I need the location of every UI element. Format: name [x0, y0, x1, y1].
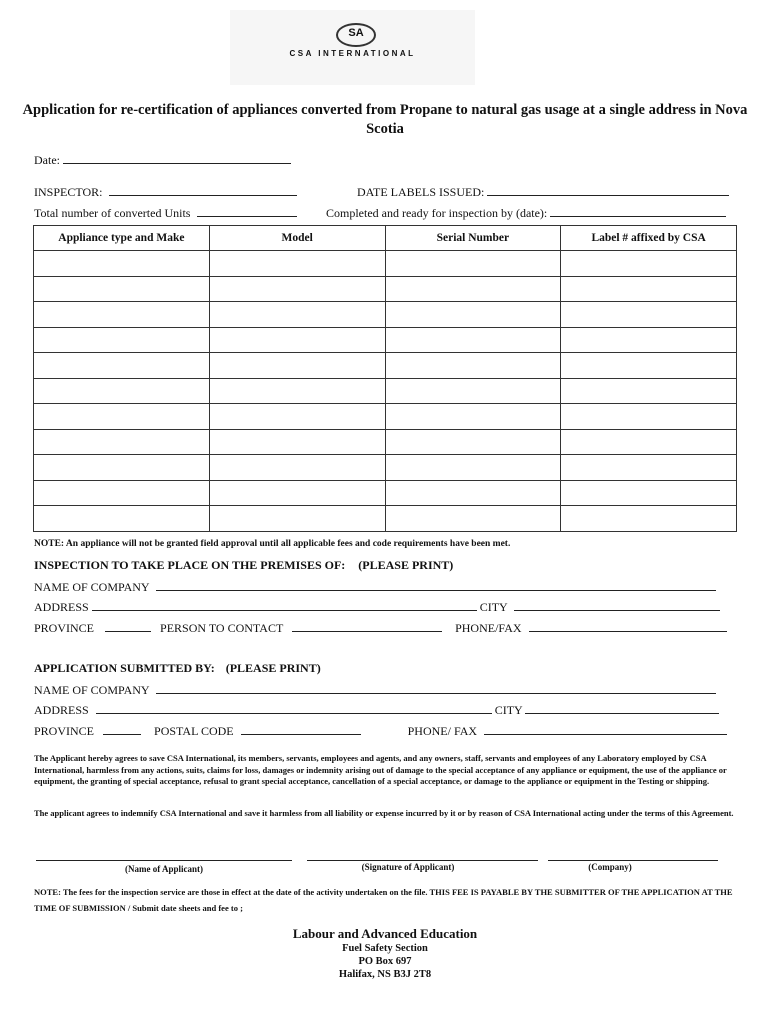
table-cell[interactable] — [385, 251, 561, 277]
premises-city-label: CITY — [479, 600, 508, 614]
completed-field[interactable] — [550, 205, 726, 217]
submitted-heading-row — [34, 661, 321, 675]
submitted-heading: APPLICATION SUBMITTED BY: — [34, 661, 215, 675]
premises-province-label: PROVINCE — [34, 621, 95, 635]
table-row — [34, 327, 737, 353]
completed-label: Completed and ready for inspection by (date): — [326, 206, 548, 220]
table-cell[interactable] — [209, 429, 385, 455]
submitted-company-row — [34, 682, 716, 697]
premises-address-row — [34, 599, 720, 614]
table-cell[interactable] — [385, 327, 561, 353]
table-cell[interactable] — [209, 251, 385, 277]
table-row — [34, 506, 737, 532]
table-row — [34, 480, 737, 506]
total-units-field[interactable] — [197, 205, 297, 217]
submitted-city-label: CITY — [494, 703, 523, 717]
premises-contact-row — [34, 620, 727, 635]
premises-contact-field[interactable] — [292, 620, 442, 632]
table-cell[interactable] — [209, 353, 385, 379]
date-label: Date: — [34, 153, 60, 167]
table-cell[interactable] — [561, 327, 737, 353]
applicant-signature-label: (Signature of Applicant) — [361, 862, 455, 872]
col-appliance-type: Appliance type and Make — [34, 226, 210, 251]
company-label: (Company) — [588, 862, 632, 872]
table-cell[interactable] — [34, 251, 210, 277]
submitted-province-label: PROVINCE — [34, 724, 95, 738]
table-cell[interactable] — [385, 353, 561, 379]
table-cell[interactable] — [34, 302, 210, 328]
date-row — [34, 152, 291, 167]
table-cell[interactable] — [561, 429, 737, 455]
table-cell[interactable] — [34, 327, 210, 353]
premises-please-print: (PLEASE PRINT) — [358, 558, 454, 572]
company-line[interactable] — [548, 860, 718, 861]
table-cell[interactable] — [209, 378, 385, 404]
csa-logo — [230, 10, 475, 85]
date-labels-field[interactable] — [487, 184, 729, 196]
submitted-postal-field[interactable] — [241, 723, 361, 735]
table-cell[interactable] — [561, 404, 737, 430]
logo-text: CSA INTERNATIONAL — [289, 49, 416, 58]
col-label-affixed: Label # affixed by CSA — [561, 226, 737, 251]
submitted-address-label: ADDRESS — [34, 703, 89, 717]
col-model: Model — [209, 226, 385, 251]
applicant-name-label: (Name of Applicant) — [125, 864, 203, 874]
table-row — [34, 353, 737, 379]
table-cell[interactable] — [385, 480, 561, 506]
submitted-phone-label: PHONE/ FAX — [407, 724, 478, 738]
table-row — [34, 404, 737, 430]
table-cell[interactable] — [34, 480, 210, 506]
premises-city-field[interactable] — [514, 599, 720, 611]
table-cell[interactable] — [34, 404, 210, 430]
table-row — [34, 455, 737, 481]
field-approval-note: NOTE: An appliance will not be granted field approval until all applicable fees and code requirements have been met. — [34, 539, 511, 549]
footer-pobox: PO Box 697 — [358, 956, 412, 967]
table-cell[interactable] — [209, 302, 385, 328]
submitted-please-print: (PLEASE PRINT) — [225, 661, 321, 675]
table-cell[interactable] — [34, 429, 210, 455]
table-cell[interactable] — [385, 302, 561, 328]
submitted-city-field[interactable] — [525, 702, 719, 714]
premises-phone-label: PHONE/FAX — [455, 621, 522, 635]
date-labels-row — [357, 184, 729, 199]
table-cell[interactable] — [385, 429, 561, 455]
premises-company-label: NAME OF COMPANY — [34, 580, 150, 594]
submitted-address-row — [34, 702, 719, 717]
table-row — [34, 276, 737, 302]
table-cell[interactable] — [209, 327, 385, 353]
submitted-company-label: NAME OF COMPANY — [34, 683, 150, 697]
table-cell[interactable] — [561, 480, 737, 506]
table-header-row — [34, 226, 737, 251]
date-labels-label: DATE LABELS ISSUED: — [357, 185, 485, 199]
inspector-field[interactable] — [109, 184, 297, 196]
agreement-paragraph-2: The applicant agrees to indemnify CSA International and save it harmless from all liability or expense incurred by it or by reason of CSA International acting under the terms of this Agreement. — [34, 808, 734, 818]
col-serial-number: Serial Number — [385, 226, 561, 251]
premises-address-field[interactable] — [92, 599, 477, 611]
premises-contact-label: PERSON TO CONTACT — [160, 621, 284, 635]
submitted-province-row — [34, 723, 727, 738]
appliance-table — [33, 225, 737, 532]
table-cell[interactable] — [209, 276, 385, 302]
premises-heading-row — [34, 558, 453, 572]
applicant-name-line[interactable] — [36, 860, 292, 861]
submitted-province-field[interactable] — [103, 723, 141, 735]
table-cell[interactable] — [34, 276, 210, 302]
date-field[interactable] — [63, 152, 291, 164]
table-cell[interactable] — [34, 455, 210, 481]
table-cell[interactable] — [561, 353, 737, 379]
total-units-row — [34, 205, 297, 220]
submitted-phone-field[interactable] — [484, 723, 727, 735]
table-cell[interactable] — [385, 378, 561, 404]
table-row — [34, 378, 737, 404]
table-cell[interactable] — [385, 404, 561, 430]
applicant-signature-line[interactable] — [307, 860, 538, 861]
table-row — [34, 302, 737, 328]
table-cell[interactable] — [209, 455, 385, 481]
footer-department: Labour and Advanced Education — [292, 926, 478, 941]
table-cell[interactable] — [385, 276, 561, 302]
table-cell[interactable] — [34, 353, 210, 379]
inspector-row — [34, 184, 297, 199]
footer-city: Halifax, NS B3J 2T8 — [338, 969, 432, 980]
agreement-paragraph-1: The Applicant hereby agrees to save CSA International, its members, servants, employees and agents, and any owners, staff, servants and employees of any Laboratory employed by CSA International, harmless from any actions, suits, claims for loss, damages or indemnity arising out of damage to the special acceptance of any appliance or equipment, the use of the appliance or equipment, the granting of special acceptance, refusal to grant special acceptance, cancellation of a special acceptance, or damage to the appliance or equipment in the Testing or shipping. — [34, 753, 727, 786]
table-cell[interactable] — [209, 506, 385, 532]
table-cell[interactable] — [561, 276, 737, 302]
premises-phone-field[interactable] — [529, 620, 727, 632]
fee-note: NOTE: The fees for the inspection service are those in effect at the date of the activity undertaken on the file. THIS FEE IS PAYABLE BY THE SUBMITTER OF THE APPLICATION AT THE TIME OF SUBMISSION / Submit date sheets and fee to ; — [34, 887, 733, 913]
table-cell[interactable] — [561, 506, 737, 532]
inspector-label: INSPECTOR: — [34, 185, 103, 199]
table-cell[interactable] — [385, 455, 561, 481]
premises-company-row — [34, 579, 716, 594]
table-row — [34, 429, 737, 455]
csa-monogram-icon: SA — [336, 23, 376, 47]
total-units-label: Total number of converted Units — [34, 206, 191, 220]
completed-row — [326, 205, 726, 220]
submitted-address-field[interactable] — [96, 702, 492, 714]
table-cell[interactable] — [561, 302, 737, 328]
premises-company-field[interactable] — [156, 579, 716, 591]
submitted-postal-label: POSTAL CODE — [154, 724, 234, 738]
premises-heading: INSPECTION TO TAKE PLACE ON THE PREMISES OF: — [34, 558, 346, 572]
table-cell[interactable] — [561, 251, 737, 277]
table-cell[interactable] — [34, 506, 210, 532]
submitted-company-field[interactable] — [156, 682, 716, 694]
page-title: Application for re-certification of appliances converted from Propane to natural gas usage at a single address in Nova Scotia — [22, 102, 748, 137]
table-cell[interactable] — [209, 480, 385, 506]
premises-province-field[interactable] — [105, 620, 151, 632]
premises-address-label: ADDRESS — [34, 600, 89, 614]
table-cell[interactable] — [561, 455, 737, 481]
table-cell[interactable] — [209, 404, 385, 430]
table-cell[interactable] — [385, 506, 561, 532]
footer-section: Fuel Safety Section — [342, 943, 428, 954]
table-cell[interactable] — [561, 378, 737, 404]
table-row — [34, 251, 737, 277]
table-cell[interactable] — [34, 378, 210, 404]
